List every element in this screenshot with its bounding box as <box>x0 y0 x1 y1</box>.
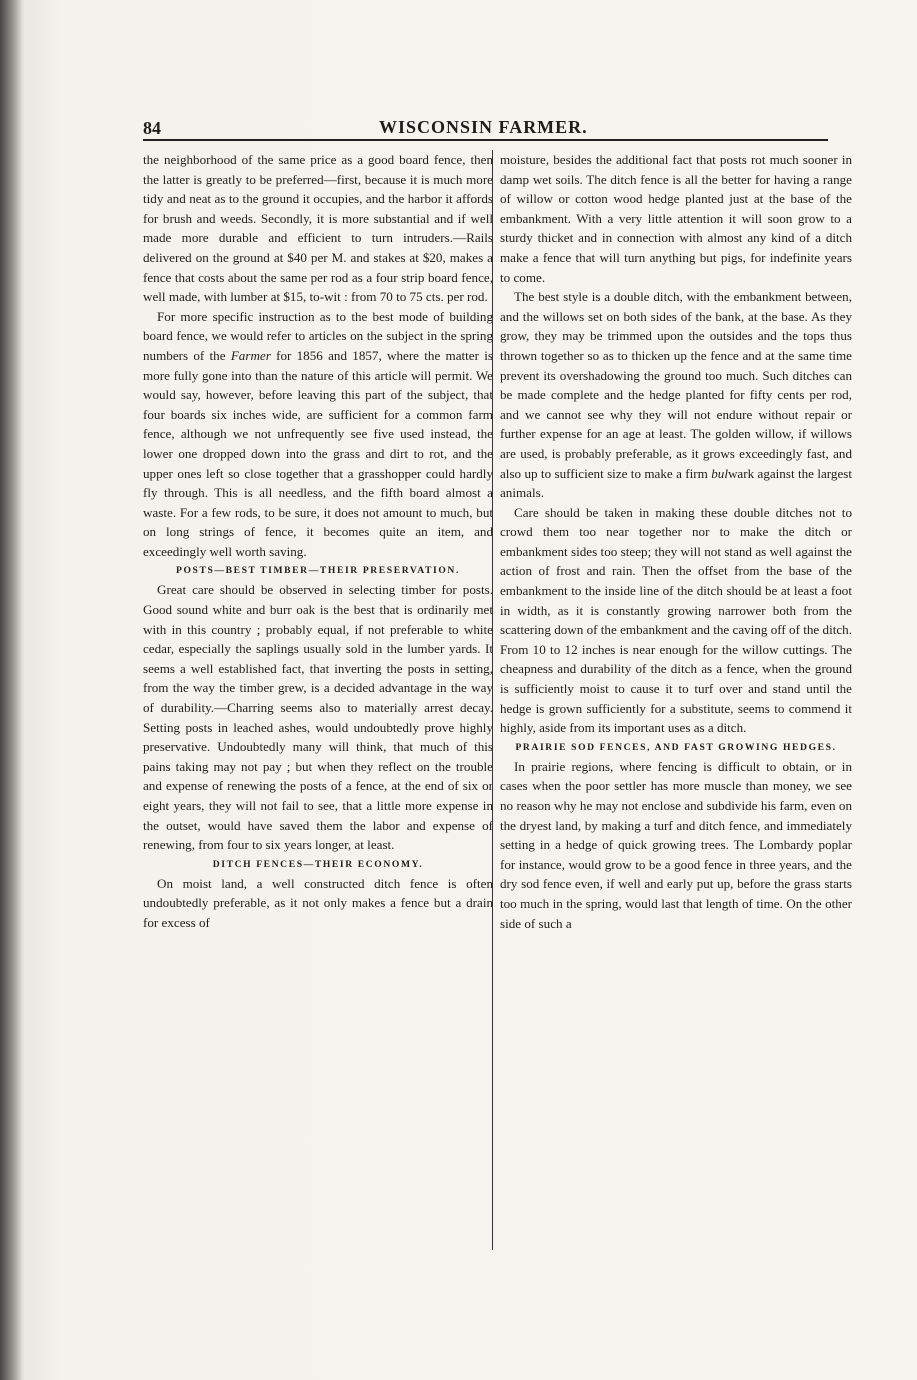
section-heading-prairie-sod: PRAIRIE SOD FENCES, AND FAST GROWING HEDGES. <box>515 741 837 753</box>
section-heading-posts: POSTS—BEST TIMBER—THEIR PRESERVATION. <box>176 565 460 577</box>
running-head: WISCONSIN FARMER. <box>379 117 588 137</box>
left-column <box>143 150 493 1250</box>
page-header <box>143 112 828 142</box>
left-paragraph-2-italic: Farmer <box>230 347 271 363</box>
binding-shadow <box>0 0 24 1380</box>
right-paragraph-2-text-b: wark against the largest animals. <box>500 465 852 501</box>
right-paragraph-4: In prairie regions, where fencing is difficult to obtain, or in cases when the poor settler has more muscle than money, we see no reason why he may not enclose and subdivide his farm, even on the dryest land, by making a turf and ditch fence, and immediately setting in a hedge of quick growing trees. The Lombardy poplar for instance, would grow to be a good fence in three years, and the dry sod fence even, if well and early put up, before the grass starts too much in the spring, would last that length of time. On the other side of such a <box>500 758 852 931</box>
left-paragraph-2 <box>143 307 493 562</box>
page-number: 84 <box>143 118 161 138</box>
left-paragraph-2-text-b: for 1856 and 1857, where the matter is more fully gone into than the nature of this article will permit. We would say, however, before leaving this part of the subject, that four boards six inches wide, are sufficient for a common farm fence, although we not unfrequently see five used instead, the lower one dropped down into the grass and dirt to rot, and the upper ones left so close together that a grasshopper could hardly fly through. This is all needless, and the fifth board almost a waste. For a few rods, to be sure, it does not amount to much, but on long strings of fence, it becomes quite an item, and exceedingly well worth saving. <box>143 347 493 559</box>
header-rule <box>143 139 828 141</box>
column-divider <box>492 150 493 1250</box>
left-paragraph-1: the neighborhood of the same price as a good board fence, then the latter is greatly to be preferred—first, because it is much more tidy and neat as to the ground it occupies, and the harbor it affords for brush and weeds. Secondly, it is more substantial and if well made more durable and efficient to turn intruders.—Rails delivered on the ground at $40 per M. and stakes at $20, makes a fence that costs about the same per rod as a four strip board fence, well made, with lumber at $15, to-wit : from 70 to 75 cts. per rod. <box>143 152 493 305</box>
right-paragraph-2-text-a: The best style is a double ditch, with the embankment between, and the willows set on both sides of the bank, at the base. As they grow, they may be trimmed upon the outsides and the tops thus thrown together so as to thicken up the fence and at the same time prevent its overshadowing the ground too much. Such ditches can be made complete and the hedge planted for fifty cents per rod, and we cannot see why they will not endure without repair or further expense for an age at least. The golden willow, if willows are used, is probably preferable, as it grows exceedingly fast, and also up to sufficient size to make a firm <box>500 289 852 481</box>
left-paragraph-3: Great care should be observed in selecting timber for posts. Good sound white and burr oak is the best that is ordinarily met with in this country ; probably equal, if not preferable to white cedar, especially the saplings usually sold in the lumber yards. It seems a well established fact, that inverting the posts in setting, from the way the timber grew, is a decided advantage in the way of durability.—Charring seems also to materially arrest decay. Setting posts in leached ashes, would undoubtedly prove highly preservative. Undoubtedly many will think, that much of this pains taking may not pay ; but when they reflect on the trouble and expense of renewing the posts of a fence, at the end of six or eight years, they will not fail to see, that a little more expense in the outset, would have saved them the labor and expense of renewing, from four to six years longer, at least. <box>143 582 493 853</box>
left-paragraph-4: On moist land, a well constructed ditch fence is often undoubtedly preferable, as it not only makes a fence but a drain for excess of <box>143 875 493 930</box>
right-column <box>500 150 852 1250</box>
right-paragraph-2-italic: bul <box>711 465 728 481</box>
left-paragraph-2-text-a: For more specific instruction as to the best mode of building board fence, we would refer to articles on the subject in the spring numbers of the <box>143 308 493 363</box>
section-heading-ditch-fences: DITCH FENCES—THEIR ECONOMY. <box>212 858 424 870</box>
right-paragraph-2 <box>500 287 852 503</box>
right-paragraph-1: moisture, besides the additional fact that posts rot much sooner in damp wet soils. The ditch fence is all the better for having a range of willow or cotton wood hedge planted just at the base of the embankment. With a very little attention it will soon grow to a sturdy thicket and in connection with almost any kind of a ditch make a fence that will turn anything but pigs, for indefinite years to come. <box>500 152 852 285</box>
right-paragraph-3: Care should be taken in making these double ditches not to crowd them too near together nor to make the ditch or embankment sides too steep; they will not stand as well against the action of frost and rain. Then the offset from the base of the embankment to the inside line of the ditch should be at least a foot in width, as it is constantly growing narrower both from the scattering down of the embankment and the caving off of the ditch. From 10 to 12 inches is near enough for the willow cuttings. The cheapness and durability of the ditch as a fence, when the ground is sufficiently moist to cause it to turf over and stand until the hedge is grown sufficiently for a substitute, seems to commend it highly, aside from its important uses as a ditch. <box>500 504 852 736</box>
